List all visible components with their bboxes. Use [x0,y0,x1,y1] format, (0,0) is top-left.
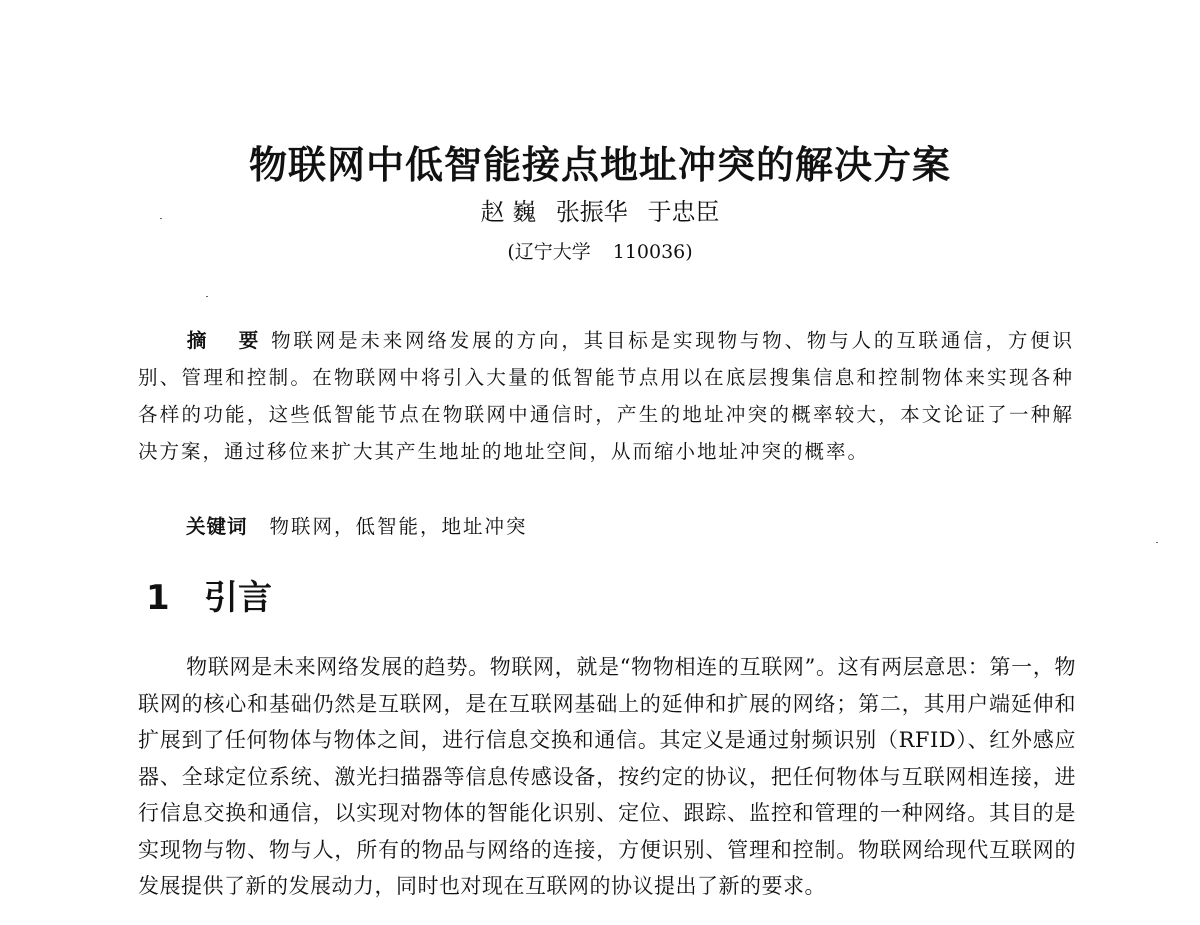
abstract-text: 物联网是未来网络发展的方向，其目标是实现物与物、物与人的互联通信，方便识别、管理和控制。在物联网中将引入大量的低智能节点用以在底层搜集信息和控制物体来实现各种各样的功能，这些低智能节点在物联网中通信时，产生的地址冲突的概率较大，本文论证了一种解决方案，通过移位来扩大其产生地址的地址空间，从而缩小地址冲突的概率。 [138,329,1074,463]
paper-title: 物联网中低智能接点地址冲突的解决方案 [248,143,951,187]
scan-speck [1156,542,1158,543]
author-name: 张振华 [555,198,628,226]
affiliation [0,238,1200,266]
affiliation-postcode: 110036) [612,241,693,263]
author-list [0,196,1200,228]
author-name: 赵 巍 [480,198,537,226]
scan-speck [206,296,208,297]
section-body [138,649,1076,905]
abstract-label: 摘 要 [186,329,272,352]
scan-speck [160,218,162,219]
author-name: 于忠臣 [647,198,720,226]
abstract [138,322,1074,470]
section-heading [146,574,272,622]
section-body-text: 物联网是未来网络发展的趋势。物联网，就是“物物相连的互联网”。这有两层意思：第一，物联网的核心和基础仍然是互联网，是在互联网基础上的延伸和扩展的网络；第二，其用户端延伸和扩展到了任何物体与物体之间，进行信息交换和通信。其定义是通过射频识别（RFID）、红外感应器、全球定位系统、激光扫描器等信息传感设备，按约定的协议，把任何物体与互联网相连接，进行信息交换和通信，以实现对物体的智能化识别、定位、跟踪、监控和管理的一种网络。其目的是实现物与物、物与人，所有的物品与网络的连接，方便识别、管理和控制。物联网给现代互联网的发展提供了新的发展动力，同时也对现在互联网的协议提出了新的要求。 [138,655,1076,898]
keywords [186,508,528,545]
affiliation-institution: (辽宁大学 [507,241,591,263]
section-title: 引言 [204,578,272,618]
keywords-text: 物联网，低智能，地址冲突 [269,515,528,538]
keywords-label: 关键词 [186,515,248,538]
section-number: 1 [146,578,170,618]
